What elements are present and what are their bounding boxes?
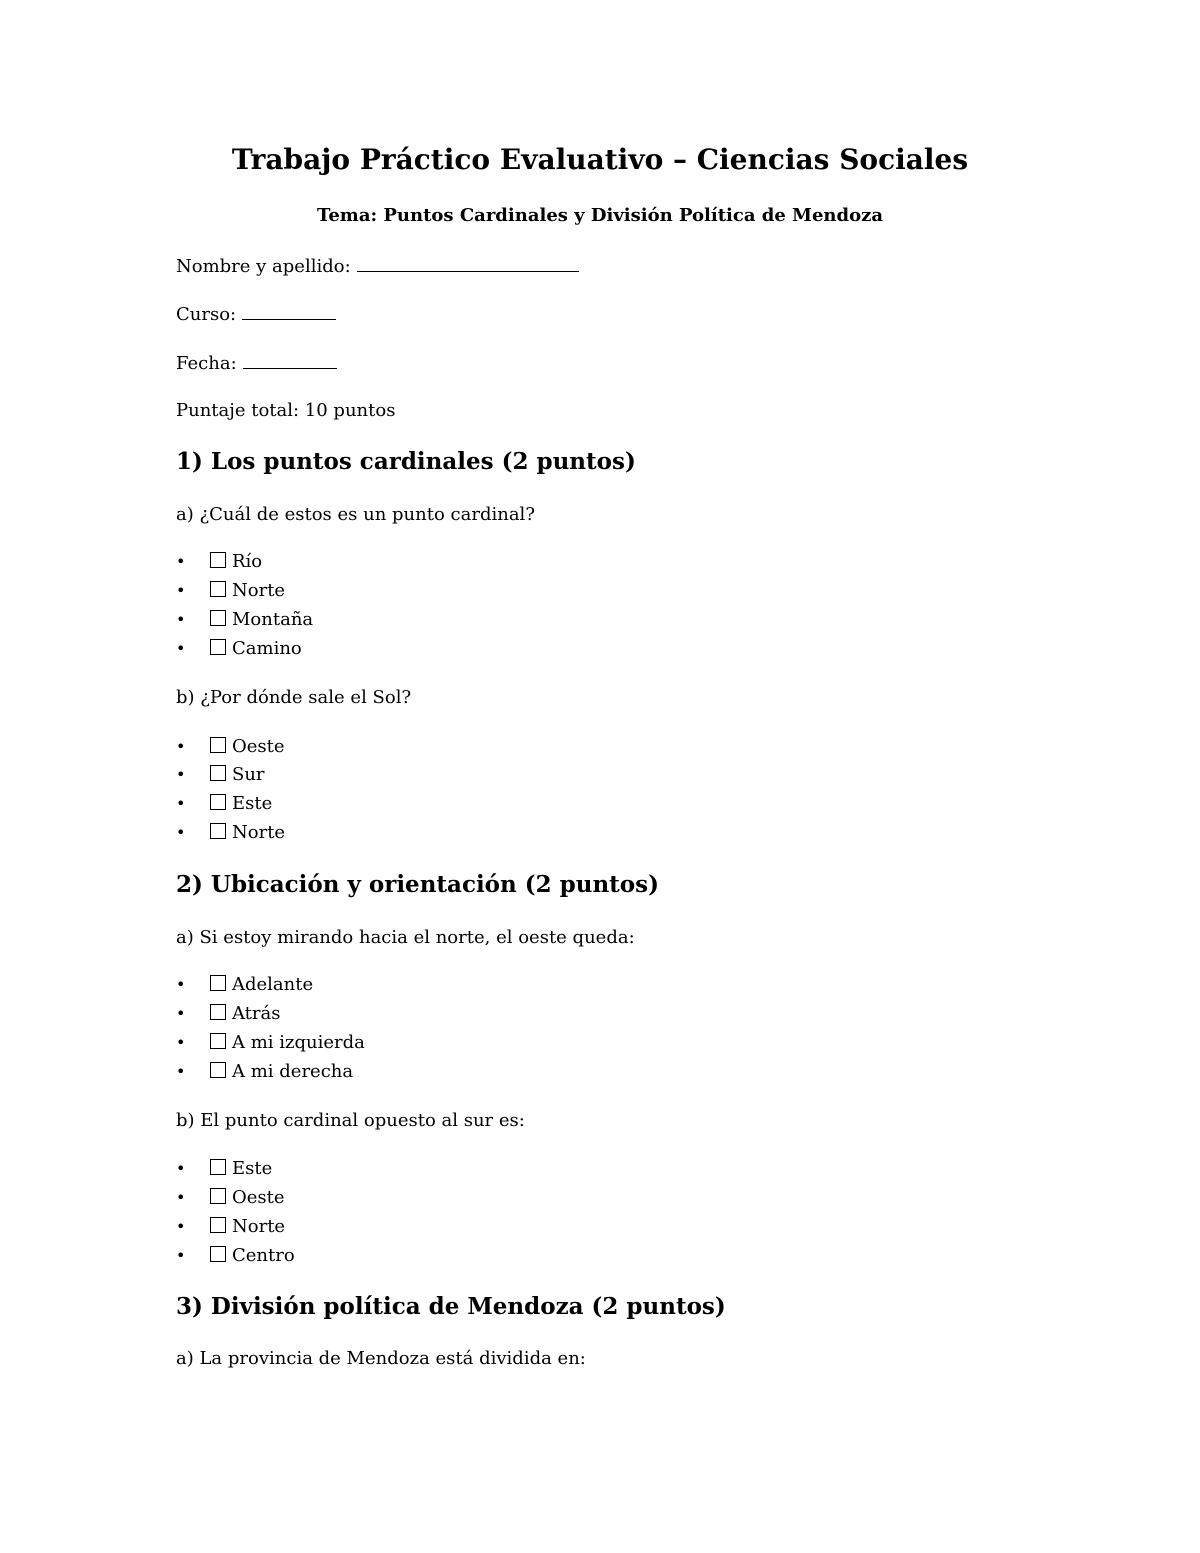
section-1-heading: 1) Los puntos cardinales (2 puntos) <box>176 448 636 475</box>
name-blank-line[interactable] <box>357 253 579 272</box>
course-field <box>176 301 336 328</box>
bullet-icon: • <box>176 581 186 600</box>
section-3-heading: 3) División política de Mendoza (2 puntos) <box>176 1293 726 1320</box>
question-3a: a) La provincia de Mendoza está dividida en: <box>176 1348 586 1369</box>
bullet-icon: • <box>176 765 186 784</box>
question-1b: b) ¿Por dónde sale el Sol? <box>176 687 412 708</box>
checkbox-icon[interactable] <box>210 765 226 781</box>
option-item[interactable]: • Oeste <box>176 734 285 760</box>
document-subtitle: Tema: Puntos Cardinales y División Política de Mendoza <box>317 205 883 226</box>
bullet-icon: • <box>176 975 186 994</box>
option-item[interactable]: • Norte <box>176 578 285 604</box>
option-item[interactable]: • Norte <box>176 820 285 846</box>
bullet-icon: • <box>176 1004 186 1023</box>
bullet-icon: • <box>176 1159 186 1178</box>
option-item[interactable]: • A mi derecha <box>176 1059 353 1085</box>
bullet-icon: • <box>176 610 186 629</box>
bullet-icon: • <box>176 1246 186 1265</box>
bullet-icon: • <box>176 794 186 813</box>
total-score: Puntaje total: 10 puntos <box>176 400 396 421</box>
checkbox-icon[interactable] <box>210 975 226 991</box>
option-item[interactable]: • Montaña <box>176 607 313 633</box>
checkbox-icon[interactable] <box>210 737 226 753</box>
checkbox-icon[interactable] <box>210 794 226 810</box>
bullet-icon: • <box>176 1062 186 1081</box>
date-label: Fecha: <box>176 353 237 374</box>
option-item[interactable]: • Adelante <box>176 972 313 998</box>
option-item[interactable]: • Este <box>176 791 272 817</box>
question-2b: b) El punto cardinal opuesto al sur es: <box>176 1110 525 1131</box>
course-label: Curso: <box>176 304 237 325</box>
option-item[interactable]: • Sur <box>176 762 265 788</box>
checkbox-icon[interactable] <box>210 552 226 568</box>
bullet-icon: • <box>176 1033 186 1052</box>
option-item[interactable]: • Este <box>176 1156 272 1182</box>
option-item[interactable]: • Centro <box>176 1243 295 1269</box>
checkbox-icon[interactable] <box>210 639 226 655</box>
question-1a: a) ¿Cuál de estos es un punto cardinal? <box>176 504 535 525</box>
checkbox-icon[interactable] <box>210 581 226 597</box>
checkbox-icon[interactable] <box>210 1004 226 1020</box>
checkbox-icon[interactable] <box>210 1188 226 1204</box>
bullet-icon: • <box>176 823 186 842</box>
date-blank-line[interactable] <box>243 350 337 369</box>
name-field <box>176 253 579 280</box>
option-item[interactable]: • Río <box>176 549 262 575</box>
bullet-icon: • <box>176 737 186 756</box>
checkbox-icon[interactable] <box>210 1246 226 1262</box>
option-item[interactable]: • Atrás <box>176 1001 281 1027</box>
bullet-icon: • <box>176 1217 186 1236</box>
question-2a: a) Si estoy mirando hacia el norte, el oeste queda: <box>176 927 635 948</box>
checkbox-icon[interactable] <box>210 1062 226 1078</box>
option-item[interactable]: • Norte <box>176 1214 285 1240</box>
bullet-icon: • <box>176 552 186 571</box>
section-2-heading: 2) Ubicación y orientación (2 puntos) <box>176 871 659 898</box>
option-item[interactable]: • Oeste <box>176 1185 285 1211</box>
checkbox-icon[interactable] <box>210 1033 226 1049</box>
bullet-icon: • <box>176 1188 186 1207</box>
checkbox-icon[interactable] <box>210 610 226 626</box>
bullet-icon: • <box>176 639 186 658</box>
checkbox-icon[interactable] <box>210 1217 226 1233</box>
option-item[interactable]: • Camino <box>176 636 302 662</box>
name-label: Nombre y apellido: <box>176 256 351 277</box>
checkbox-icon[interactable] <box>210 823 226 839</box>
document-title: Trabajo Práctico Evaluativo – Ciencias Sociales <box>231 143 969 176</box>
checkbox-icon[interactable] <box>210 1159 226 1175</box>
course-blank-line[interactable] <box>242 301 336 320</box>
option-item[interactable]: • A mi izquierda <box>176 1030 365 1056</box>
date-field <box>176 350 337 377</box>
